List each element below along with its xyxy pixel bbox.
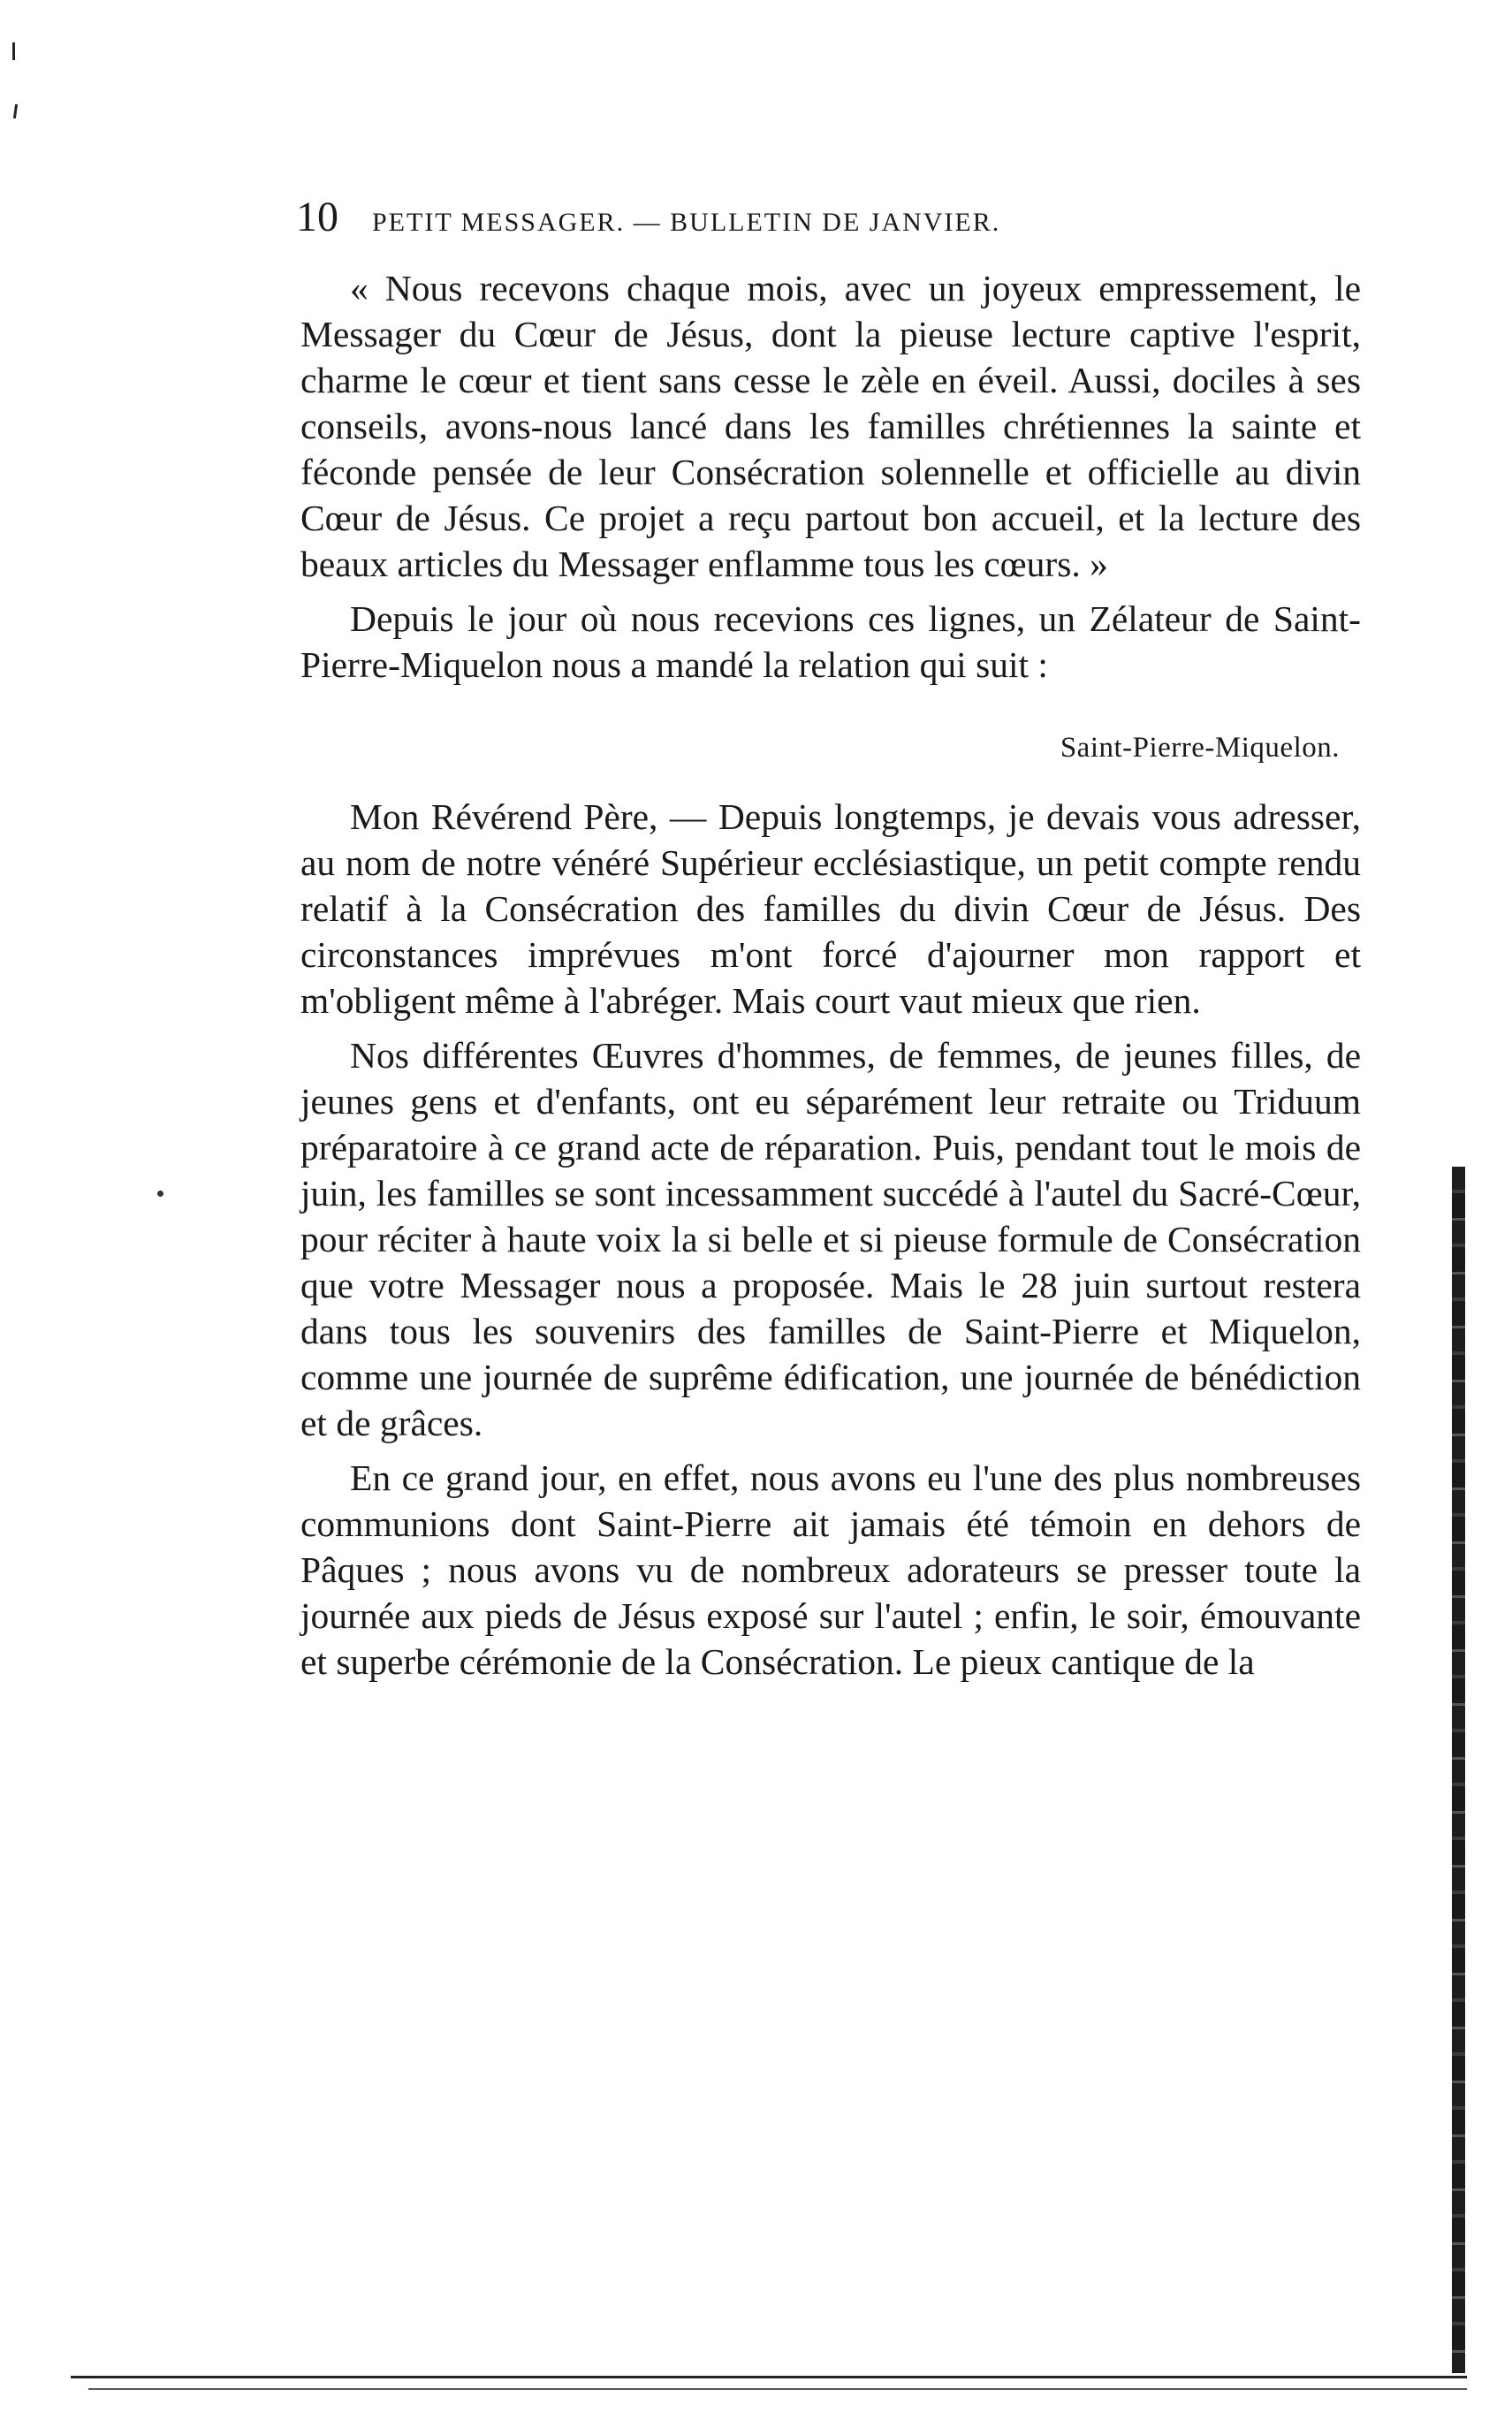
intro-paragraph: Depuis le jour où nous recevions ces lignes, un Zélateur de Saint-Pierre-Miquelon nous a mandé la relation qui suit : <box>300 598 1361 685</box>
margin-mark-second <box>13 104 18 118</box>
body-text <box>300 265 1361 1693</box>
letter-dateline: Saint-Pierre-Miquelon. <box>1060 732 1340 764</box>
margin-mark-top <box>12 42 15 60</box>
letter-paragraph-2: Nos différentes Œuvres d'hommes, de femmes, de jeunes filles, de jeunes gens et d'enfants, ont eu séparément leur retraite ou Triduum préparatoire à ce grand acte de réparation. Puis, pendant tout le mois de juin, les familles se sont incessamment succédé à l'autel du Sacré-Cœur, pour réciter à haute voix la si belle et si pieuse formule de Consécration que votre Messager nous a proposée. Mais le 28 juin surtout restera dans tous les souvenirs des familles de Saint-Pierre et Miquelon, comme une journée de suprême édification, une journée de bénédiction et de grâces. <box>300 1035 1361 1443</box>
letter-paragraph-1: Mon Révérend Père, — Depuis longtemps, je devais vous adresser, au nom de notre vénéré Supérieur ecclésiastique, un petit compte rendu relatif à la Consécration des familles du divin Cœur de Jésus. Des circonstances imprévues m'ont forcé d'ajourner mon rapport et m'obligent même à l'abréger. Mais court vaut mieux que rien. <box>300 796 1361 1021</box>
bottom-rule-1 <box>71 2376 1467 2378</box>
letter-paragraph-3: En ce grand jour, en effet, nous avons eu l'une des plus nombreuses communions dont Saint-Pierre ait jamais été témoin en dehors de Pâques ; nous avons vu de nombreux adorateurs se presser toute la journée aux pieds de Jésus exposé sur l'autel ; enfin, le soir, émouvante et superbe cérémonie de la Consécration. Le pieux cantique de la <box>300 1457 1361 1682</box>
bottom-rule-2 <box>88 2388 1467 2390</box>
running-header <box>296 193 1356 246</box>
page-number: 10 <box>296 194 338 240</box>
running-title: PETIT MESSAGER. — BULLETIN DE JANVIER. <box>372 208 1001 237</box>
quoted-letter-paragraph: « Nous recevons chaque mois, avec un joyeux empressement, le Messager du Cœur de Jésus, dont la pieuse lecture captive l'esprit, charme le cœur et tient sans cesse le zèle en éveil. Aussi, dociles à ses conseils, avons-nous lancé dans les familles chrétiennes la sainte et féconde pensée de leur Consécration solennelle et officielle au divin Cœur de Jésus. Ce projet a reçu partout bon accueil, et la lecture des beaux articles du Messager enflamme tous les cœurs. » <box>300 268 1361 584</box>
margin-dot <box>157 1191 163 1197</box>
scan-edge-strip <box>1452 1167 1465 2373</box>
